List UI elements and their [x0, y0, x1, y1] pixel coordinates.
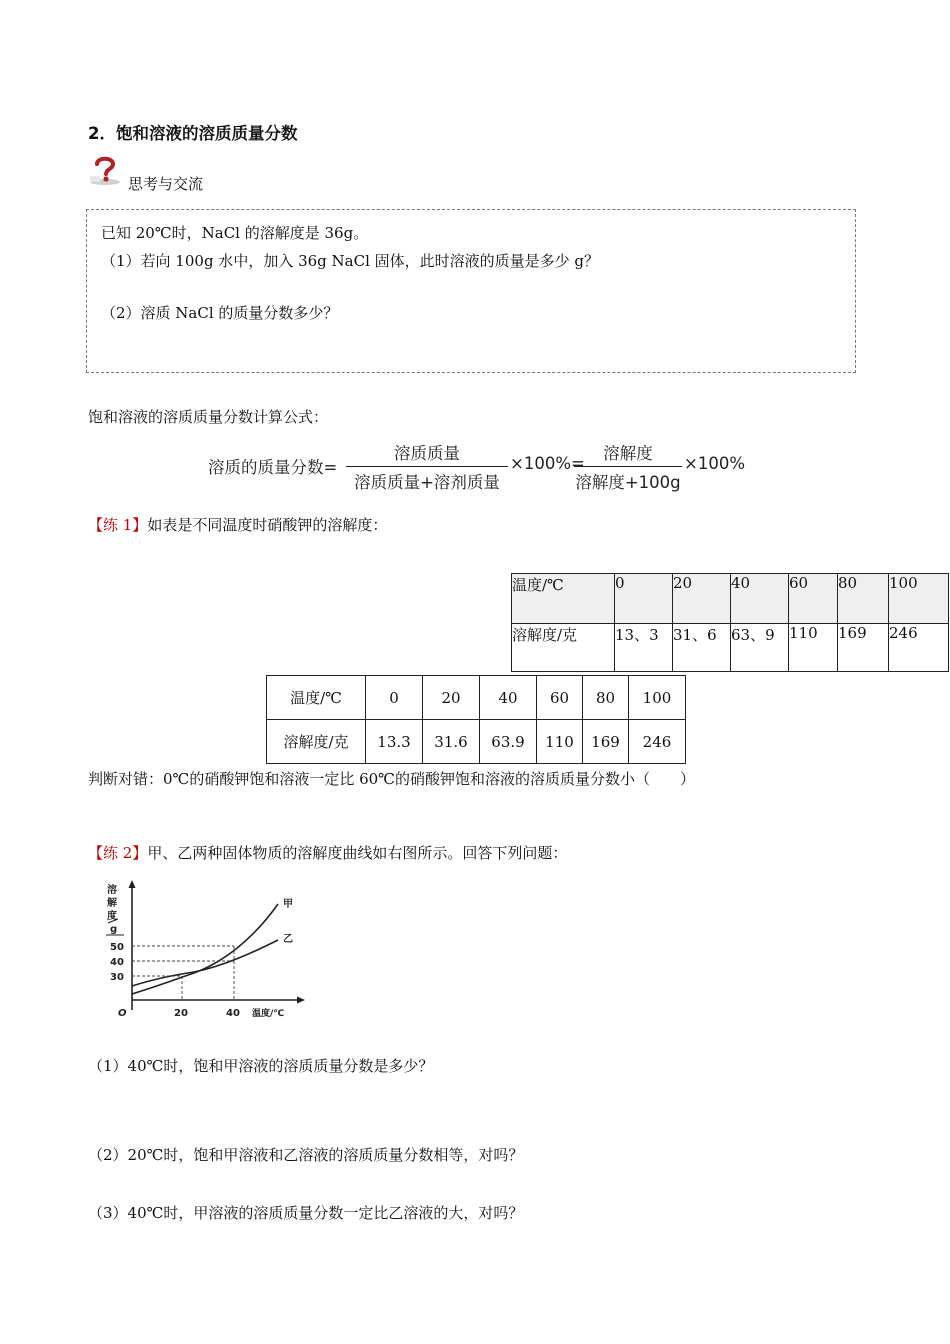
formula-mid: ×100%= — [510, 454, 585, 473]
table-cell: 溶解度/克 — [267, 720, 366, 764]
table-cell: 110 — [789, 624, 838, 672]
x-tick-label: 20 — [174, 1008, 188, 1019]
table-cell: 110 — [537, 720, 583, 764]
table-cell: 31、6 — [673, 624, 731, 672]
table-cell: 13.3 — [366, 720, 423, 764]
question-1: （1）40℃时，饱和甲溶液的溶质质量分数是多少？ — [88, 1057, 434, 1075]
box-line-3: （2）溶质 NaCl 的质量分数多少？ — [101, 304, 339, 322]
section-title: 2．饱和溶液的溶质质量分数 — [88, 124, 298, 143]
formula-intro: 饱和溶液的溶质质量分数计算公式： — [88, 408, 329, 426]
y-tick-label: 30 — [110, 972, 124, 983]
table-cell: 169 — [583, 720, 629, 764]
table-cell: 246 — [889, 624, 949, 672]
table-cell: 246 — [629, 720, 686, 764]
exercise-1-tag: 【练 1】 — [88, 516, 148, 534]
table-cell: 80 — [583, 676, 629, 720]
y-label-char: 溶 — [107, 885, 117, 896]
table-cell: 20 — [673, 574, 731, 624]
formula — [208, 440, 768, 492]
fraction-2-numerator: 溶解度 — [574, 440, 682, 467]
table-cell: 80 — [838, 574, 889, 624]
x-tick-label: 40 — [226, 1008, 240, 1019]
box-line-2: （1）若向 100g 水中，加入 36g NaCl 固体，此时溶液的质量是多少 g？ — [101, 252, 600, 270]
solubility-table-top — [511, 573, 949, 672]
solubility-curve-graph — [104, 878, 324, 1023]
table-cell: 60 — [537, 676, 583, 720]
formula-lhs: 溶质的质量分数= — [208, 458, 338, 477]
exercise-2-text: 甲、乙两种固体物质的溶解度曲线如右图所示。回答下列问题： — [147, 844, 568, 862]
table-cell: 40 — [731, 574, 789, 624]
y-label-char: g — [110, 924, 118, 935]
table-cell: 100 — [629, 676, 686, 720]
exercise-2-line — [88, 842, 567, 863]
box-line-1: 已知 20℃时，NaCl 的溶解度是 36g。 — [101, 224, 369, 242]
table-cell: 63.9 — [480, 720, 537, 764]
y-tick-label: 40 — [110, 957, 124, 968]
y-label-char: 解 — [107, 898, 117, 909]
table-cell: 13、3 — [615, 624, 673, 672]
formula-tail: ×100% — [684, 454, 745, 473]
x-axis-label: 温度/℃ — [252, 1009, 285, 1019]
table-cell: 169 — [838, 624, 889, 672]
table-cell: 40 — [480, 676, 537, 720]
exercise-1-line — [88, 514, 387, 535]
table-cell: 0 — [615, 574, 673, 624]
table-cell: 0 — [366, 676, 423, 720]
table-cell: 温度/℃ — [512, 574, 615, 624]
table-cell: 20 — [423, 676, 480, 720]
fraction-1-denominator: 溶质质量+溶剂质量 — [354, 473, 500, 492]
fraction-2-denominator: 溶解度+100g — [575, 473, 681, 492]
table-cell: 温度/℃ — [267, 676, 366, 720]
origin-label: O — [118, 1008, 127, 1019]
question-2: （2）20℃时，饱和甲溶液和乙溶液的溶质质量分数相等，对吗？ — [88, 1146, 524, 1164]
y-label-char: 度 — [107, 911, 117, 922]
fraction-1-numerator: 溶质质量 — [346, 440, 508, 467]
curve-yi — [132, 940, 278, 986]
table-cell: 63、9 — [731, 624, 789, 672]
series-label-yi: 乙 — [283, 934, 293, 945]
fraction-2 — [574, 440, 682, 493]
fraction-1 — [346, 440, 508, 493]
x-axis-arrow — [297, 997, 305, 1004]
exercise-1-text: 如表是不同温度时硝酸钾的溶解度： — [147, 516, 388, 534]
table-cell: 100 — [889, 574, 949, 624]
series-label-jia: 甲 — [283, 899, 293, 910]
y-tick-label: 50 — [110, 942, 124, 953]
judge-statement: 判断对错：0℃的硝酸钾饱和溶液一定比 60℃的硝酸钾饱和溶液的溶质质量分数小（ ） — [88, 770, 695, 788]
think-label: 思考与交流 — [128, 175, 204, 193]
y-axis-arrow — [129, 880, 136, 888]
exercise-2-tag: 【练 2】 — [88, 844, 148, 862]
solubility-table-bottom — [266, 675, 686, 764]
table-cell: 60 — [789, 574, 838, 624]
question-mark-icon — [88, 154, 122, 186]
table-cell: 溶解度/克 — [512, 624, 615, 672]
table-cell: 31.6 — [423, 720, 480, 764]
discussion-box — [86, 209, 856, 373]
question-3: （3）40℃时，甲溶液的溶质质量分数一定比乙溶液的大，对吗？ — [88, 1204, 524, 1222]
